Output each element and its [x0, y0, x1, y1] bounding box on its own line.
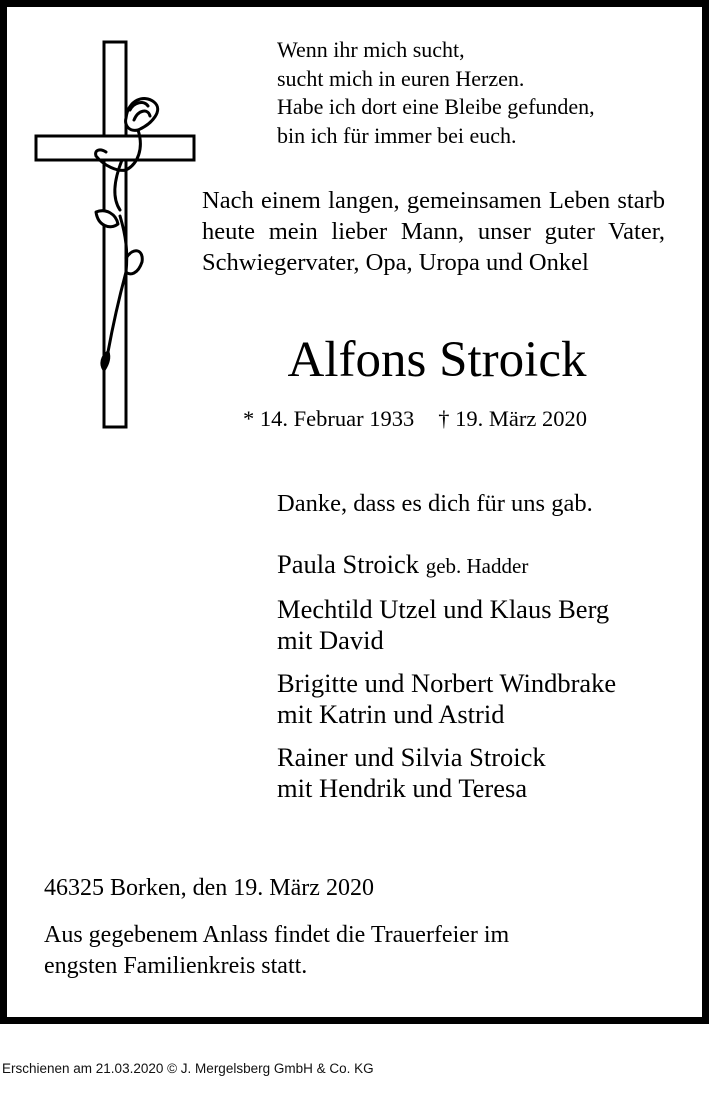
- mourner-children: mit Katrin und Astrid: [277, 699, 505, 729]
- birth-date: * 14. Februar 1933: [243, 406, 415, 431]
- location-date: 46325 Borken, den 19. März 2020: [44, 875, 374, 901]
- mourner-name: Mechtild Utzel und Klaus Berg: [277, 594, 610, 624]
- mourner-children: mit Hendrik und Teresa: [277, 773, 528, 803]
- mourner-entry: [277, 549, 616, 582]
- maiden-name: geb. Hadder: [425, 554, 529, 578]
- funeral-notice: [44, 920, 509, 982]
- life-dates: [243, 404, 587, 434]
- mourners-list: [277, 549, 616, 816]
- death-date: † 19. März 2020: [438, 406, 587, 431]
- mourner-name: Rainer und Silvia Stroick: [277, 742, 546, 772]
- poem: [277, 36, 595, 150]
- thanks-line: Danke, dass es dich für uns gab.: [277, 490, 593, 517]
- intro-text: Nach einem langen, gemeinsamen Leben starb heute mein lieber Mann, unser guter Vater, Schwiegervater, Opa, Uropa und Onkel: [202, 187, 665, 276]
- mourner-name: Brigitte und Norbert Windbrake: [277, 668, 617, 698]
- mourner-children: mit David: [277, 625, 384, 655]
- mourner-entry: [277, 594, 616, 656]
- poem-line: sucht mich in euren Herzen.: [277, 65, 525, 91]
- mourner-entry: [277, 742, 616, 804]
- funeral-notice-line: Aus gegebenem Anlass findet die Trauerfeier im: [44, 922, 510, 948]
- cross-with-rose-icon: [34, 40, 204, 432]
- poem-line: Habe ich dort eine Bleibe gefunden,: [277, 94, 595, 119]
- poem-line: bin ich für immer bei euch.: [277, 122, 517, 148]
- deceased-name: Alfons Stroick: [287, 332, 587, 388]
- publication-footer: Erschienen am 21.03.2020 © J. Mergelsberg GmbH & Co. KG: [2, 1061, 374, 1076]
- mourner-entry: [277, 668, 616, 730]
- mourner-name: Paula Stroick: [277, 549, 420, 579]
- poem-line: Wenn ihr mich sucht,: [277, 37, 465, 62]
- funeral-notice-line: engsten Familienkreis statt.: [44, 953, 308, 979]
